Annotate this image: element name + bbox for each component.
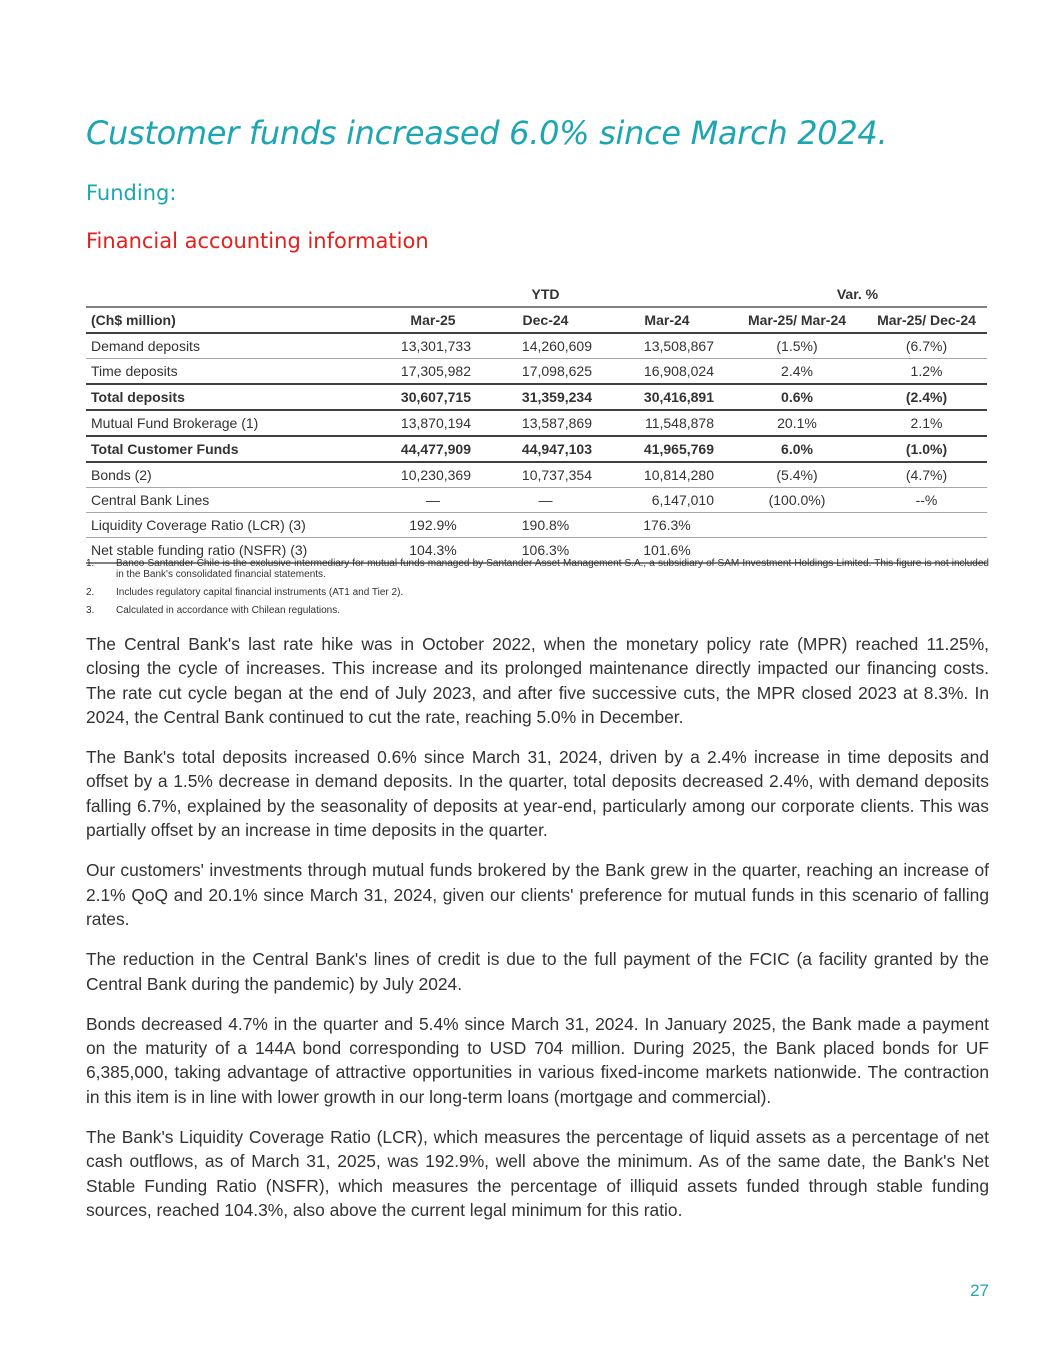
funding-table (86, 282, 987, 564)
paragraph: The Bank's Liquidity Coverage Ratio (LCR), which measures the percentage of liquid assets as a percentage of net cash outflows, as of March 31, 2025, was 192.9%, well above the minimum. As of the same date, the Bank's Net Stable Funding Ratio (NSFR), which measures the percentage of illiquid assets funded through stable funding sources, reached 104.3%, also above the current legal minimum for this ratio. (86, 1127, 989, 1220)
table-cell: 13,870,194 (381, 410, 485, 436)
table-cell: — (485, 488, 606, 513)
table-cell: 17,305,982 (381, 359, 485, 385)
table-cell: (1.0%) (866, 436, 987, 462)
table-cell: 11,548,878 (606, 410, 728, 436)
table-cell: 1.2% (866, 359, 987, 385)
table-cell: 10,230,369 (381, 462, 485, 488)
table-cell: 13,508,867 (606, 333, 728, 359)
footnote (86, 558, 989, 580)
table-cell: 20.1% (728, 410, 866, 436)
table-group-blank (606, 282, 728, 307)
paragraph: The Central Bank's last rate hike was in October 2022, when the monetary policy rate (MPR) reached 11.25%, closing the cycle of increases. This increase and its prolonged maintenance directly impacted our financing costs. The rate cut cycle began at the end of July 2023, and after five successive cuts, the MPR closed 2023 at 8.3%. In 2024, the Central Bank continued to cut the rate, reaching 5.0% in December. (86, 634, 989, 727)
footnote-text: Includes regulatory capital financial instruments (AT1 and Tier 2). (116, 587, 404, 598)
table-cell-label: Central Bank Lines (86, 488, 381, 513)
section-subtitle: Funding: (86, 181, 177, 205)
table-cell: 31,359,234 (485, 384, 606, 410)
table-cell: 190.8% (485, 513, 606, 538)
table-header-cell: Mar-25 (381, 307, 485, 333)
table-cell: 44,477,909 (381, 436, 485, 462)
table-cell: (100.0%) (728, 488, 866, 513)
table-cell: 104.3% (381, 538, 485, 564)
table-cell-label: Total Customer Funds (86, 436, 381, 462)
table-cell-label: Demand deposits (86, 333, 381, 359)
table-cell: 176.3% (606, 513, 728, 538)
table-header-row (86, 307, 987, 333)
table-cell (728, 513, 866, 538)
table-cell-label: Net stable funding ratio (NSFR) (3) (86, 538, 381, 564)
table-cell: — (381, 488, 485, 513)
table-cell-label: Liquidity Coverage Ratio (LCR) (3) (86, 513, 381, 538)
footnote-number: 2. (86, 587, 95, 598)
section-heading: Financial accounting information (86, 229, 429, 253)
table-cell: 14,260,609 (485, 333, 606, 359)
table-cell: 0.6% (728, 384, 866, 410)
table-cell: 6.0% (728, 436, 866, 462)
paragraph: Bonds decreased 4.7% in the quarter and 5.4% since March 31, 2024. In January 2025, the Bank made a payment on the maturity of a 144A bond corresponding to USD 704 million. During 2025, the Bank placed bonds for UF 6,385,000, taking advantage of attractive opportunities in various fixed-income markets nationwide. The contraction in this item is in line with lower growth in our long-term loans (mortgage and commercial). (86, 1013, 989, 1107)
footnote-number: 1. (86, 558, 95, 569)
table-cell: 30,607,715 (381, 384, 485, 410)
table-group-blank (86, 282, 381, 307)
table-cell: 101.6% (606, 538, 728, 564)
table-header-cell: Mar-24 (606, 307, 728, 333)
table-row (86, 488, 987, 513)
table-cell: 2.1% (866, 410, 987, 436)
table-header-cell: Mar-25/ Dec-24 (866, 307, 987, 333)
footnote (86, 605, 989, 616)
table-cell: 13,301,733 (381, 333, 485, 359)
table-cell (866, 513, 987, 538)
table-cell: (2.4%) (866, 384, 987, 410)
table-cell: (1.5%) (728, 333, 866, 359)
table-cell: 13,587,869 (485, 410, 606, 436)
footnotes (86, 558, 989, 623)
footnote-text: Calculated in accordance with Chilean regulations. (116, 605, 341, 616)
table-cell: 10,737,354 (485, 462, 606, 488)
table-row (86, 513, 987, 538)
footnote (86, 587, 989, 598)
table-cell-label: Mutual Fund Brokerage (1) (86, 410, 381, 436)
table-group-blank (381, 282, 485, 307)
table-cell: 106.3% (485, 538, 606, 564)
table-cell: 30,416,891 (606, 384, 728, 410)
table-cell-label: Total deposits (86, 384, 381, 410)
page-title: Customer funds increased 6.0% since March 2024. (86, 114, 888, 152)
table-group-header (86, 282, 987, 307)
table-cell: 10,814,280 (606, 462, 728, 488)
table-cell: 192.9% (381, 513, 485, 538)
table-header-cell: Mar-25/ Mar-24 (728, 307, 866, 333)
table-header-cell: Dec-24 (485, 307, 606, 333)
page-number: 27 (970, 1281, 989, 1300)
table-cell: 41,965,769 (606, 436, 728, 462)
table-row (86, 410, 987, 436)
footnote-text: Banco Santander Chile is the exclusive intermediary for mutual funds managed by Santander Asset Management S.A., a subsidiary of SAM Investment Holdings Limited. This figure is not included in the Bank's consolidated financial statements. (116, 558, 989, 580)
footnote-number: 3. (86, 605, 95, 616)
table-row (86, 462, 987, 488)
table-header-cell: (Ch$ million) (86, 307, 381, 333)
table-row (86, 359, 987, 385)
table-cell: 6,147,010 (606, 488, 728, 513)
table-cell: (5.4%) (728, 462, 866, 488)
table-cell: --% (866, 488, 987, 513)
table-row (86, 333, 987, 359)
table-cell-label: Time deposits (86, 359, 381, 385)
table-cell: 44,947,103 (485, 436, 606, 462)
table-cell: 17,098,625 (485, 359, 606, 385)
paragraph: The reduction in the Central Bank's lines of credit is due to the full payment of the FCIC (a facility granted by the Central Bank during the pandemic) by July 2024. (86, 949, 989, 994)
table-cell-label: Bonds (2) (86, 462, 381, 488)
table-group-ytd: YTD (485, 282, 606, 307)
table-cell: (4.7%) (866, 462, 987, 488)
table-cell: 2.4% (728, 359, 866, 385)
paragraph: The Bank's total deposits increased 0.6% since March 31, 2024, driven by a 2.4% increase in time deposits and offset by a 1.5% decrease in demand deposits. In the quarter, total deposits decreased 2.4%, with demand deposits falling 6.7%, explained by the seasonality of deposits at year-end, particularly among our corporate clients. This was partially offset by an increase in time deposits in the quarter. (86, 747, 989, 841)
paragraph: Our customers' investments through mutual funds brokered by the Bank grew in the quarter, reaching an increase of 2.1% QoQ and 20.1% since March 31, 2024, given our clients' preference for mutual funds in this scenario of falling rates. (86, 860, 989, 929)
table-cell: (6.7%) (866, 333, 987, 359)
table-cell: 16,908,024 (606, 359, 728, 385)
table-group-var: Var. % (728, 282, 987, 307)
table-row-total (86, 384, 987, 410)
table-row-total (86, 436, 987, 462)
body-text (86, 632, 989, 1238)
